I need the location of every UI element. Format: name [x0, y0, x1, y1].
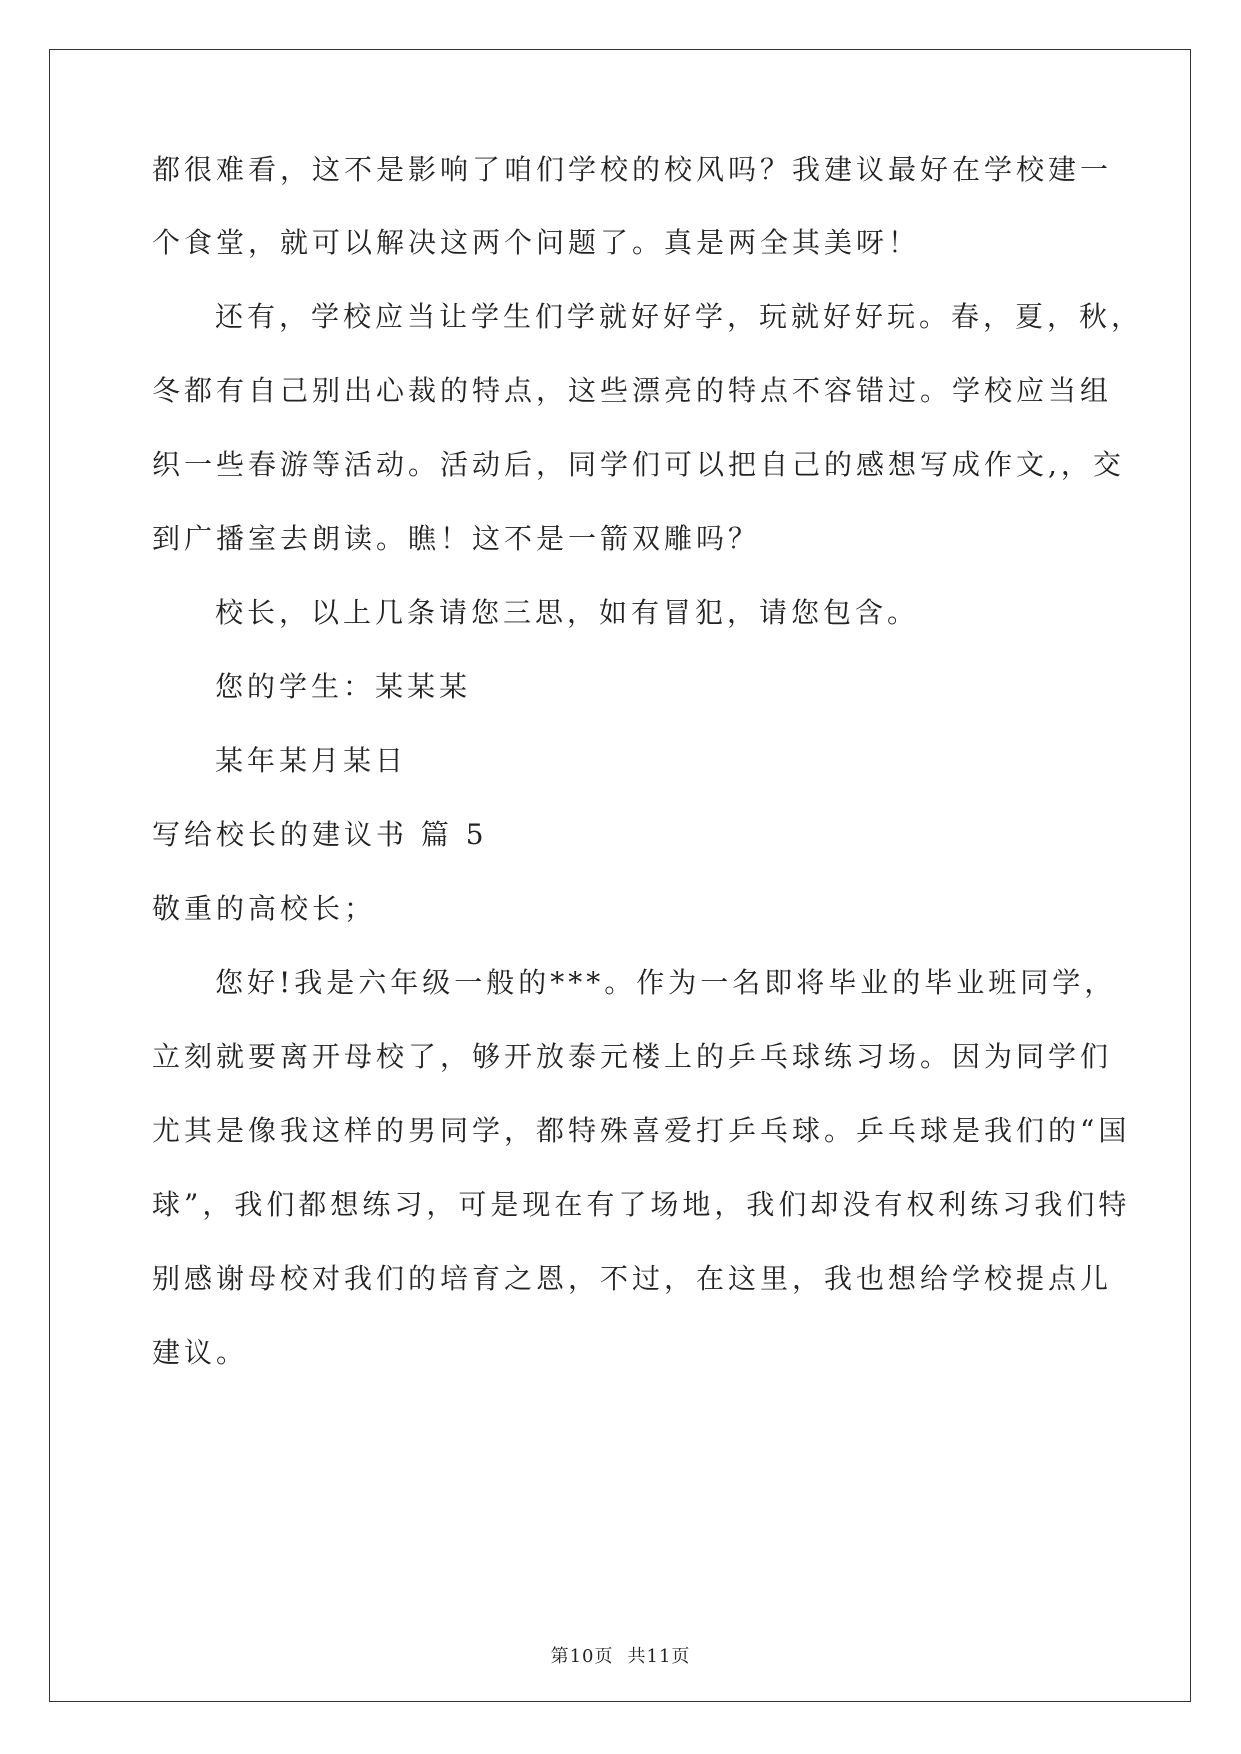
body-line-3: 还有，学校应当让学生们学就好好学，玩就好好玩。春，夏，秋， [215, 300, 1144, 333]
date-line: 某年某月某日 [215, 744, 408, 777]
body-line-15: 球”，我们都想练习，可是现在有了场地，我们却没有权利练习我们特 [152, 1188, 1131, 1221]
body-line-4: 冬都有自己别出心裁的特点，这些漂亮的特点不容错过。学校应当组 [152, 374, 1113, 407]
body-line-6: 到广播室去朗读。瞧！这不是一箭双雕吗？ [152, 522, 761, 555]
current-page-label: 第10页 [550, 1646, 614, 1667]
total-pages-label: 共11页 [627, 1646, 691, 1667]
body-line-16: 别感谢母校对我们的培育之恩，不过，在这里，我也想给学校提点儿 [152, 1262, 1113, 1295]
body-line-13: 立刻就要离开母校了，够开放泰元楼上的乒乓球练习场。因为同学们 [152, 1040, 1113, 1073]
page-footer [0, 1642, 1241, 1668]
signature-line: 您的学生：某某某 [215, 670, 472, 703]
section-heading: 写给校长的建议书 篇 5 [152, 818, 488, 851]
body-line-17: 建议。 [152, 1336, 249, 1369]
body-line-2: 个食堂，就可以解决这两个问题了。真是两全其美呀！ [152, 226, 921, 259]
body-line-5: 织一些春游等活动。活动后，同学们可以把自己的感想写成作文,，交 [152, 448, 1125, 481]
body-line-14: 尤其是像我这样的男同学，都特殊喜爱打乒乓球。乒乓球是我们的“国 [152, 1114, 1131, 1147]
body-line-12: 您好!我是六年级一般的***。作为一名即将毕业的毕业班同学， [215, 966, 1117, 999]
salutation-line: 敬重的高校长； [152, 892, 377, 925]
body-line-1: 都很难看，这不是影响了咱们学校的校风吗？我建议最好在学校建一 [152, 153, 1113, 186]
body-line-7: 校长，以上几条请您三思，如有冒犯，请您包含。 [215, 596, 920, 629]
